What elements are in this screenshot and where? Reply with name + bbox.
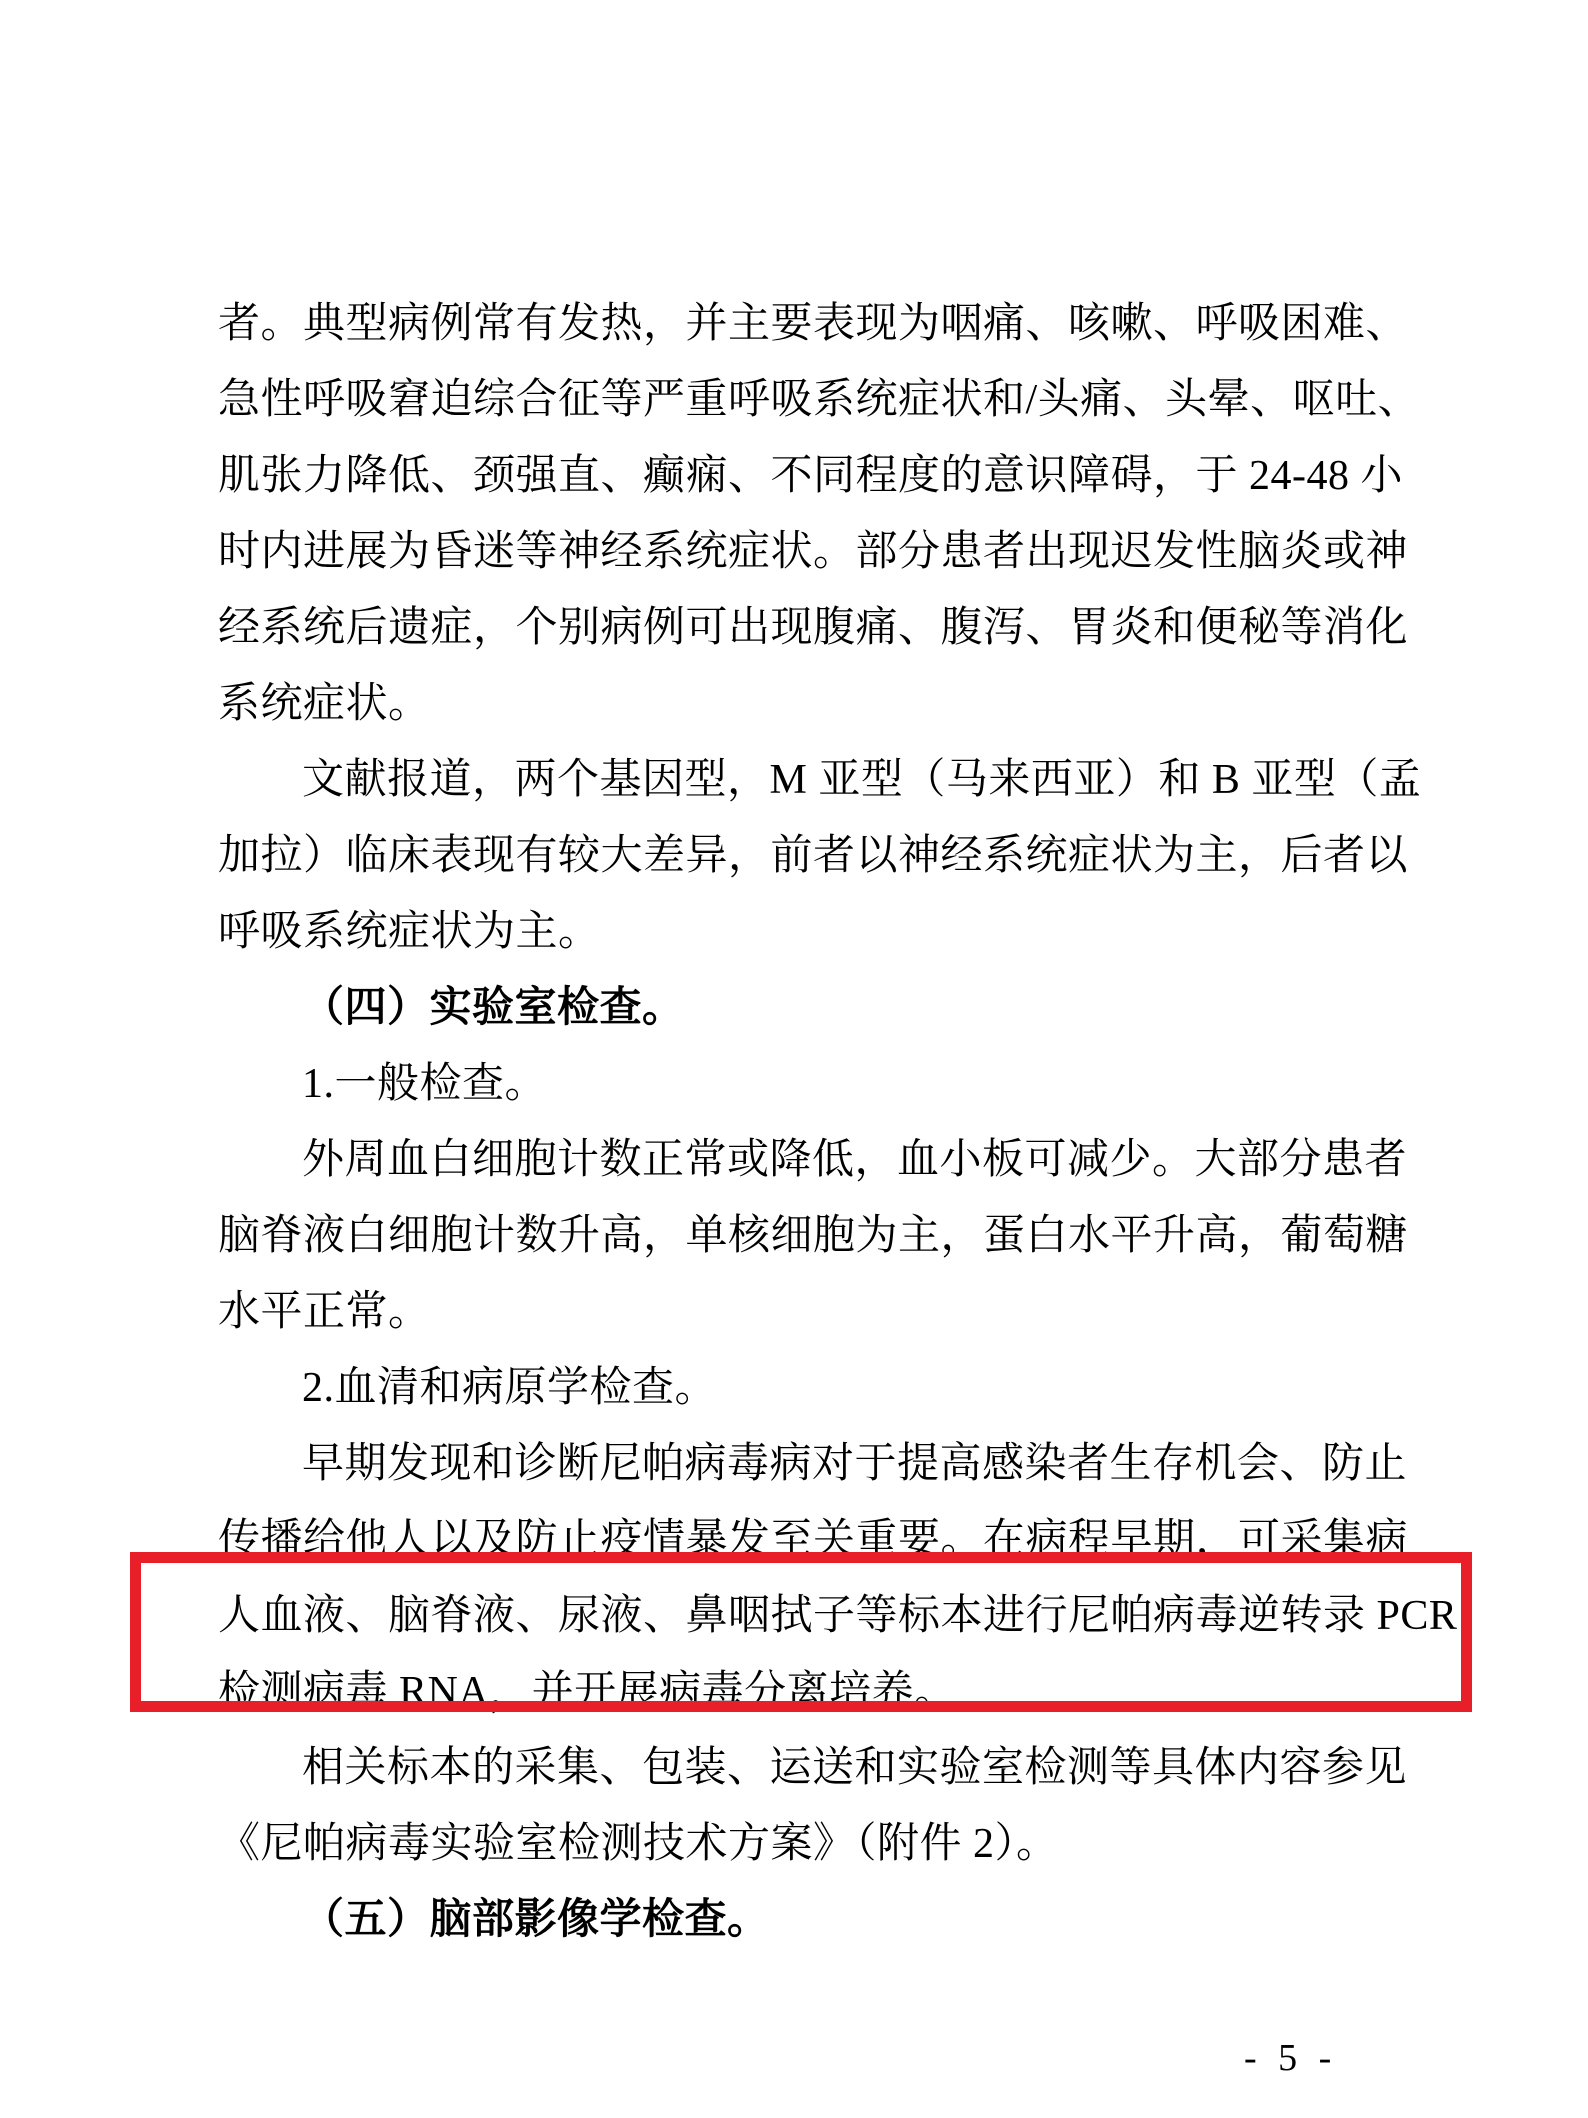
text-line: 相关标本的采集、包装、运送和实验室检测等具体内容参见 (302, 1745, 1408, 1791)
text-line: 1.一般检查。 (302, 1061, 548, 1107)
text-line: 水平正常。 (218, 1289, 431, 1335)
text-line: 经系统后遗症，个别病例可出现腹痛、腹泻、胃炎和便秘等消化 (218, 605, 1409, 651)
text-line: 急性呼吸窘迫综合征等严重呼吸系统症状和/头痛、头晕、呕吐、 (218, 377, 1421, 423)
text-line: 文献报道，两个基因型，M 亚型（马来西亚）和 B 亚型（孟 (302, 757, 1422, 803)
page-number: - 5 - (1244, 2037, 1338, 2079)
text-line: 《尼帕病毒实验室检测技术方案》（附件 2）。 (218, 1821, 1059, 1867)
section-heading: （五）脑部影像学检查。 (302, 1897, 770, 1943)
text-line highlighted-line: 人血液、脑脊液、尿液、鼻咽拭子等标本进行尼帕病毒逆转录 PCR (218, 1593, 1458, 1639)
text-line: 传播给他人以及防止疫情暴发至关重要。在病程早期，可采集病 (218, 1517, 1409, 1563)
text-line: 系统症状。 (218, 681, 431, 727)
text-line: 早期发现和诊断尼帕病毒病对于提高感染者生存机会、防止 (302, 1441, 1408, 1487)
document-text-block (218, 286, 1458, 1958)
text-line: 者。典型病例常有发热，并主要表现为咽痛、咳嗽、呼吸困难、 (218, 301, 1409, 347)
text-line: 外周血白细胞计数正常或降低，血小板可减少。大部分患者 (302, 1137, 1408, 1183)
text-line: 肌张力降低、颈强直、癫痫、不同程度的意识障碍，于 24-48 小 (218, 453, 1403, 499)
text-line: 加拉）临床表现有较大差异，前者以神经系统症状为主，后者以 (218, 833, 1409, 879)
text-line: 2.血清和病原学检查。 (302, 1365, 718, 1411)
text-line: 呼吸系统症状为主。 (218, 909, 601, 955)
section-heading: （四）实验室检查。 (302, 985, 685, 1031)
text-line: 时内进展为昏迷等神经系统症状。部分患者出现迟发性脑炎或神 (218, 529, 1409, 575)
text-line: 脑脊液白细胞计数升高，单核细胞为主，蛋白水平升高，葡萄糖 (218, 1213, 1409, 1259)
text-line highlighted-line: 检测病毒 RNA，并开展病毒分离培养。 (218, 1669, 957, 1715)
